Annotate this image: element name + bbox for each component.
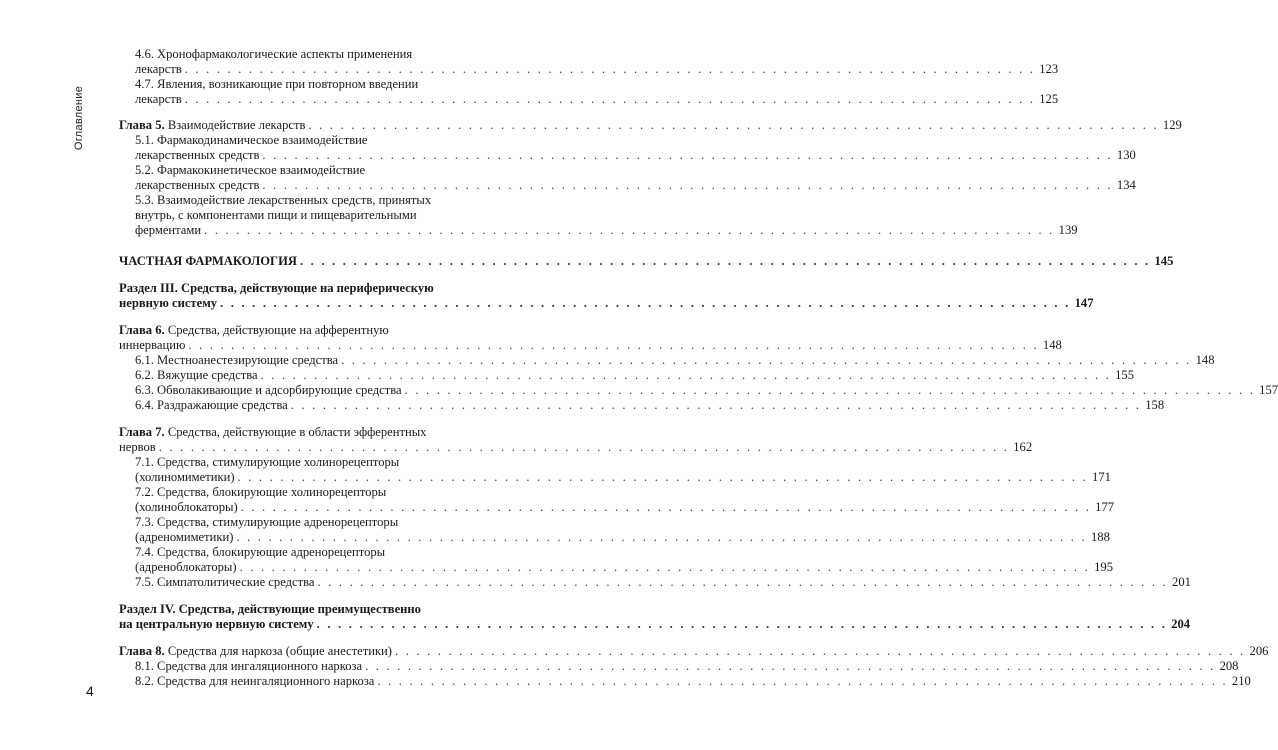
toc-entry[interactable] [119,118,1182,133]
toc-entry-text: 7.2. Средства, блокирующие холинорецепторы [135,485,387,499]
toc-entry-text: нервную систему [119,296,218,310]
table-of-contents [119,47,1278,689]
toc-entry-text: нервов [119,440,156,454]
toc-page-number: 130 [1116,148,1136,162]
toc-entry[interactable] [119,163,1136,193]
toc-entry[interactable] [119,659,1239,674]
toc-entry-text: 7.1. Средства, стимулирующие холинорецепторы [135,455,400,469]
toc-entry[interactable] [119,602,1191,632]
dot-leader: . . . . . . . . . . . . . . . . . . . . . . . . . . . . . . . . . . . . . . . . . . . . . . . . . . . . . . . . . . . . . . . . . . . . . . . . . . . . . . . . [240,500,1092,514]
dot-leader: . . . . . . . . . . . . . . . . . . . . . . . . . . . . . . . . . . . . . . . . . . . . . . . . . . . . . . . . . . . . . . . . . . . . . . . . . . . . . . . . [299,254,1151,268]
dot-leader: . . . . . . . . . . . . . . . . . . . . . . . . . . . . . . . . . . . . . . . . . . . . . . . . . . . . . . . . . . . . . . . . . . . . . . . . . . . . . . . . [404,383,1256,397]
dot-leader: . . . . . . . . . . . . . . . . . . . . . . . . . . . . . . . . . . . . . . . . . . . . . . . . . . . . . . . . . . . . . . . . . . . . . . . . . . . . . . . . [184,92,1036,106]
toc-page-number: 210 [1231,674,1251,688]
toc-entry-text: 7.4. Средства, блокирующие адренорецепторы [135,545,386,559]
toc-entry[interactable] [119,47,1059,77]
toc-chapter-label: Глава 8. [119,644,165,658]
dot-leader: . . . . . . . . . . . . . . . . . . . . . . . . . . . . . . . . . . . . . . . . . . . . . . . . . . . . . . . . . . . . . . . . . . . . . . . . . . . . . . . . [365,659,1216,673]
dot-leader: . . . . . . . . . . . . . . . . . . . . . . . . . . . . . . . . . . . . . . . . . . . . . . . . . . . . . . . . . . . . . . . . . . . . . . . . . . . . . . . . [220,296,1071,310]
toc-page-number: 208 [1219,659,1239,673]
toc-entry-text: 5.2. Фармакокинетическое взаимодействие [135,163,366,177]
toc-chapter-label: Глава 6. [119,323,165,337]
toc-entry[interactable] [119,545,1113,575]
toc-entry[interactable] [119,383,1278,398]
toc-entry[interactable] [119,193,1078,238]
toc-entry[interactable] [119,353,1215,368]
toc-entry-text: 7.3. Средства, стимулирующие адренорецепторы [135,515,399,529]
dot-leader: . . . . . . . . . . . . . . . . . . . . . . . . . . . . . . . . . . . . . . . . . . . . . . . . . . . . . . . . . . . . . . . . . . . . . . . . . . . . . . . . [239,560,1090,574]
toc-page-number: 177 [1095,500,1115,514]
toc-entry[interactable] [119,455,1111,485]
toc-entry-text: 6.1. Местноанестезирующие средства [135,353,339,367]
dot-leader: . . . . . . . . . . . . . . . . . . . . . . . . . . . . . . . . . . . . . . . . . . . . . . . . . . . . . . . . . . . . . . . . . . . . . . . . . . . . . . . . [395,644,1246,658]
toc-entry[interactable] [119,368,1134,383]
toc-entry-text: 6.2. Вяжущие средства [135,368,258,382]
dot-leader: . . . . . . . . . . . . . . . . . . . . . . . . . . . . . . . . . . . . . . . . . . . . . . . . . . . . . . . . . . . . . . . . . . . . . . . . . . . . . . . . [184,62,1036,76]
dot-leader: . . . . . . . . . . . . . . . . . . . . . . . . . . . . . . . . . . . . . . . . . . . . . . . . . . . . . . . . . . . . . . . . . . . . . . . . . . . . . . . . [260,368,1111,382]
dot-leader: . . . . . . . . . . . . . . . . . . . . . . . . . . . . . . . . . . . . . . . . . . . . . . . . . . . . . . . . . . . . . . . . . . . . . . . . . . . . . . . . [308,118,1159,132]
dot-leader: . . . . . . . . . . . . . . . . . . . . . . . . . . . . . . . . . . . . . . . . . . . . . . . . . . . . . . . . . . . . . . . . . . . . . . . . . . . . . . . . [262,148,1113,162]
toc-page-number: 134 [1116,178,1136,192]
toc-page-number: 162 [1013,440,1033,454]
dot-leader: . . . . . . . . . . . . . . . . . . . . . . . . . . . . . . . . . . . . . . . . . . . . . . . . . . . . . . . . . . . . . . . . . . . . . . . . . . . . . . . . [317,575,1168,589]
running-header-section-label: Оглавление [73,85,85,151]
toc-page-number: 125 [1039,92,1059,106]
toc-page-number: 158 [1145,398,1165,412]
toc-entry-text: лекарственных средств [135,178,260,192]
toc-entry-text: 5.3. Взаимодействие лекарственных средств, принятых [135,193,432,207]
toc-entry[interactable] [119,254,1174,269]
dot-leader: . . . . . . . . . . . . . . . . . . . . . . . . . . . . . . . . . . . . . . . . . . . . . . . . . . . . . . . . . . . . . . . . . . . . . . . . . . . . . . . . [158,440,1010,454]
toc-entry-text: 7.5. Симпатолитические средства [135,575,315,589]
toc-entry-text: лекарств [135,62,182,76]
toc-page-number: 188 [1090,530,1110,544]
toc-entry-text: внутрь, с компонентами пищи и пищеварительными [135,208,417,222]
page-number: 4 [86,683,94,699]
toc-page-number: 123 [1039,62,1059,76]
toc-entry[interactable] [119,77,1059,107]
dot-leader: . . . . . . . . . . . . . . . . . . . . . . . . . . . . . . . . . . . . . . . . . . . . . . . . . . . . . . . . . . . . . . . . . . . . . . . . . . . . . . . . [316,617,1168,631]
toc-entry[interactable] [119,323,1062,353]
toc-entry-text: лекарственных средств [135,148,260,162]
toc-page-number: 147 [1074,296,1094,310]
toc-page-number: 148 [1195,353,1215,367]
toc-entry-text: 5.1. Фармакодинамическое взаимодействие [135,133,368,147]
toc-page-number: 148 [1042,338,1062,352]
toc-page-number: 129 [1162,118,1182,132]
dot-leader: . . . . . . . . . . . . . . . . . . . . . . . . . . . . . . . . . . . . . . . . . . . . . . . . . . . . . . . . . . . . . . . . . . . . . . . . . . . . . . . . [204,223,1055,237]
toc-entry[interactable] [119,485,1115,515]
toc-entry-text: Взаимодействие лекарств [167,118,306,132]
toc-entry-text: Средства, действующие в области эфферентных [167,425,427,439]
toc-entry-text: 6.4. Раздражающие средства [135,398,288,412]
toc-page-number: 155 [1115,368,1134,382]
toc-entry[interactable] [119,425,1033,455]
toc-entry-text: лекарств [135,92,182,106]
toc-entry-text: (адреномиметики) [135,530,234,544]
toc-entry[interactable] [119,515,1110,545]
dot-leader: . . . . . . . . . . . . . . . . . . . . . . . . . . . . . . . . . . . . . . . . . . . . . . . . . . . . . . . . . . . . . . . . . . . . . . . . . . . . . . . . [188,338,1039,352]
toc-entry[interactable] [119,575,1191,590]
toc-entry-text: Средства, действующие на афферентную [167,323,389,337]
toc-entry[interactable] [119,281,1094,311]
toc-entry[interactable] [119,133,1136,163]
toc-page-number: 145 [1154,254,1174,268]
toc-entry-text: 4.6. Хронофармакологические аспекты применения [135,47,413,61]
toc-page-number: 204 [1171,617,1191,631]
toc-entry[interactable] [119,674,1251,689]
toc-chapter-label: Глава 5. [119,118,165,132]
toc-entry-text: 8.1. Средства для ингаляционного наркоза [135,659,363,673]
toc-entry-text: Средства для наркоза (общие анестетики) [167,644,392,658]
toc-entry-text: 4.7. Явления, возникающие при повторном введении [135,77,419,91]
dot-leader: . . . . . . . . . . . . . . . . . . . . . . . . . . . . . . . . . . . . . . . . . . . . . . . . . . . . . . . . . . . . . . . . . . . . . . . . . . . . . . . . [290,398,1142,412]
toc-page-number: 201 [1172,575,1191,589]
toc-entry-text: (холиноблокаторы) [135,500,238,514]
toc-entry-text: ЧАСТНАЯ ФАРМАКОЛОГИЯ [119,254,297,268]
toc-page-number: 206 [1249,644,1269,658]
toc-page-number: 171 [1092,470,1111,484]
toc-entry-text: Раздел IV. Средства, действующие преимущественно [119,602,421,616]
dot-leader: . . . . . . . . . . . . . . . . . . . . . . . . . . . . . . . . . . . . . . . . . . . . . . . . . . . . . . . . . . . . . . . . . . . . . . . . . . . . . . . . [341,353,1192,367]
toc-entry-text: (холиномиметики) [135,470,235,484]
dot-leader: . . . . . . . . . . . . . . . . . . . . . . . . . . . . . . . . . . . . . . . . . . . . . . . . . . . . . . . . . . . . . . . . . . . . . . . . . . . . . . . . [262,178,1113,192]
toc-page-number: 157 [1259,383,1278,397]
toc-entry[interactable] [119,644,1269,659]
dot-leader: . . . . . . . . . . . . . . . . . . . . . . . . . . . . . . . . . . . . . . . . . . . . . . . . . . . . . . . . . . . . . . . . . . . . . . . . . . . . . . . . [236,530,1087,544]
dot-leader: . . . . . . . . . . . . . . . . . . . . . . . . . . . . . . . . . . . . . . . . . . . . . . . . . . . . . . . . . . . . . . . . . . . . . . . . . . . . . . . . [237,470,1088,484]
toc-entry-text: 6.3. Обволакивающие и адсорбирующие средства [135,383,402,397]
toc-entry-text: 8.2. Средства для неингаляционного наркоза [135,674,375,688]
toc-page-number: 139 [1058,223,1078,237]
toc-page-number: 195 [1094,560,1113,574]
toc-entry[interactable] [119,398,1165,413]
toc-entry-text: на центральную нервную систему [119,617,314,631]
dot-leader: . . . . . . . . . . . . . . . . . . . . . . . . . . . . . . . . . . . . . . . . . . . . . . . . . . . . . . . . . . . . . . . . . . . . . . . . . . . . . . . . [377,674,1228,688]
toc-entry-text: иннервацию [119,338,186,352]
toc-entry-text: (адреноблокаторы) [135,560,237,574]
toc-entry-text: Раздел III. Средства, действующие на периферическую [119,281,434,295]
toc-entry-text: ферментами [135,223,202,237]
toc-chapter-label: Глава 7. [119,425,165,439]
